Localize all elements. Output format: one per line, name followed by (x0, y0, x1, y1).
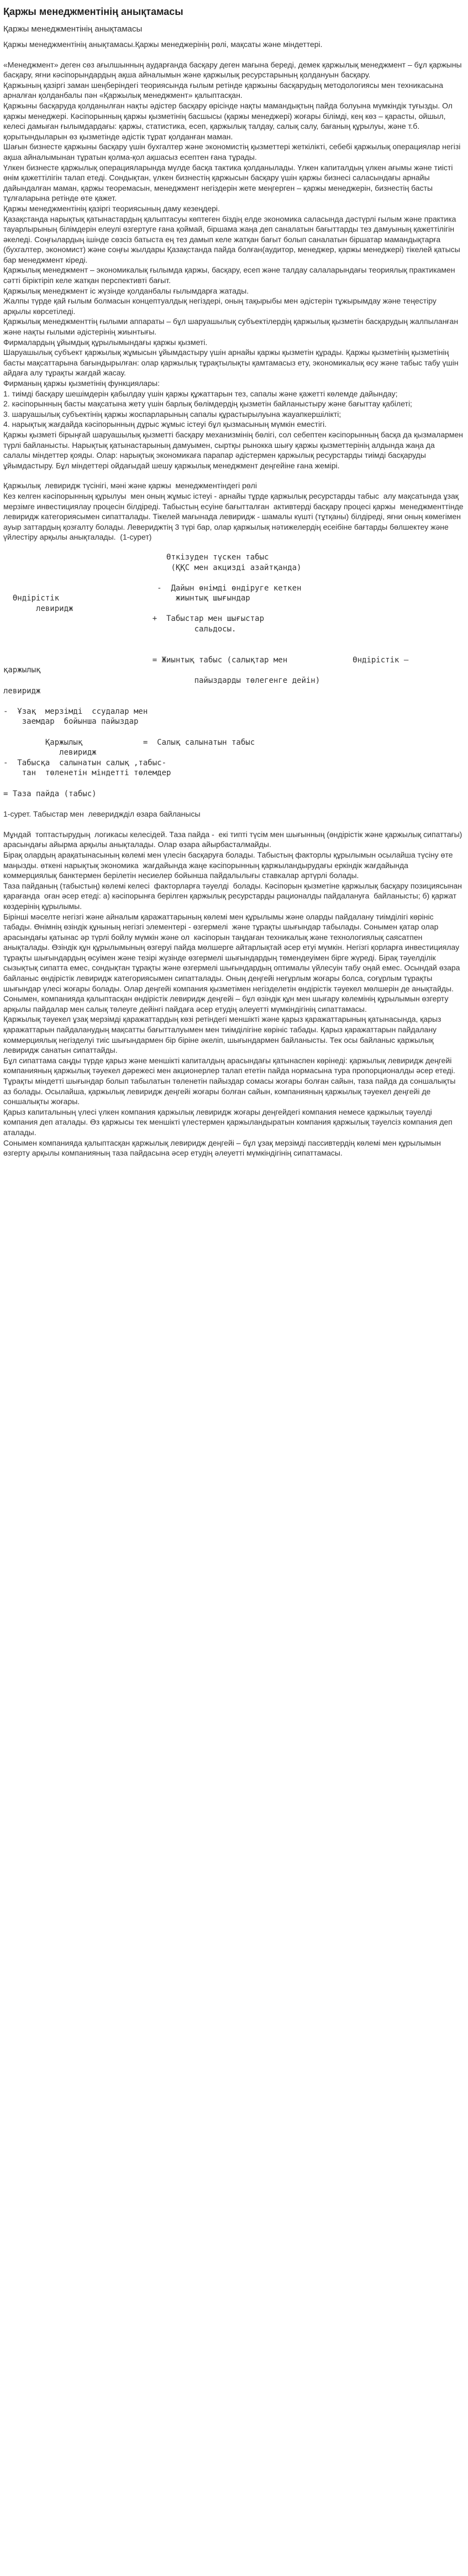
document-subtitle: Қаржы менеджментінің анықтамасы (3, 24, 143, 34)
intro-paragraph: Қаржы менеджментінің анықтамасы.Қаржы менеджерінің рөлі, мақсаты және міндеттері. (3, 40, 323, 49)
main-body-text: «Менеджмент» деген сөз ағылшынның аударғанда басқару деген мағына береді, демек қаржылық менеджмент – бұл қаржыны басқару, яғни кәсіпорындардың ақша айналымын және қаржылық ресурстарының қолдануын басқару. Қаржының қазіргі заман шеңберіндегі теориясында ғылым ретінде қаржыны басқарудың методологиясы мен техникасына арналған қолданбалы пән «Қаржылық менеджмент» қалыптасқан. Қаржыны басқаруда қолданылған нақты әдістер басқару өрісінде нақты мамандықтың пайда болуына мүмкіндік туғызды. Ол қаржы менеджері. Кәсіпорынның қаржы қызметінің басшысы (қаржы менеджері) жоғары білімді, кең көз – қарасты, ойшыл, келесі дамыған ғылымдардағы: қаржы, статистика, есеп, қаржылық талдау, салық салу, бағаның құрылуы, және т.б. қорытындыларын өз қызметінде әдістік тұрат қолданған маман. Шағын бизнесте қаржыны басқару үшін бухгалтер және экономистің қызметтері жеткілікті, себебі қаржылық операциялар негізі ақша айналымынан тұратын қолма-қол ақшасыз есептен ғана тұрады. Үлкен бизнесте қаржылық операцияларында мүлде басқа тактика қолданылады. Үлкен капиталдың үлкен ағымы және тиісті өнім қажеттілігін талап етеді. Сондықтан, үлкен бизнестің қаржысын басқару үшін қаржы бизнесі саласындағы арнайы дайындалған маман, қаржы теоремасын, менеджмент негіздерін жете меңгерген – қаржы менеджерін, бизнестің басты тұлғаларына ретінде өте қажет. Қаржы менеджментінің қазіргі теориясының даму кезеңдері. Қазақстанда нарықтық қатынастардың қалыптасуы көптеген біздің елде экономика саласында дәстүрлі ғылым және практика тауарлырының білімдерін елеулі өзгертуге ғана қоймай, біршама жаңа деп саналатын бағыттарды тез дамуының қажеттілігін әкеледі. Соңғылардың ішінде сөзсіз батыста ең тез дамып келе жатқан бағыт болып саналатын біршатар мамандықтарға (бухгалтер, экономист) және соңғы жылдары Қазақстанда пайда болған(аудитор, менеджер, қаржы менеджері) тікелей қатысы бар менеджмент кіреді. Қаржылық менеджмент – экономикалық ғылымда қаржы, басқару, есеп және талдау салаларындағы теориялық практикамен сәтті біріктіріп келе жатқан перспективті бағыт. Қаржылық менеджмент іс жүзінде қолданбалы ғылымдарға жатады. Жалпы түрде қай ғылым болмасын концептуалдық негіздері, оның тақырыбы мен әдістерін тұжырымдау және теңестіру арқылы көрсетіледі. Қаржылық менеджменттің ғылыми аппараты – бұл шаруашылық субъектілердің қаржылық қызметін басқарудың жалпыланған және нақты ғылыми әдістерінің жиынтығы. Фирмалардың ұйымдық құрылымындағы қаржы қызметі. Шаруашылық субъект қаржылық жұмысын ұйымдастыру үшін арнайы қаржы қызметін құрады. Қаржы қызметінің қызметінің басты мақсаттарына бағындырылған: олар қаржылық тұрақтылықты қамтамасыз ету, экономикалық өсу және табыс табу үшін айдаға алу тұрақты жағдай жасау. Фирманың қаржы қызметінің функциялары: 1. тиімді басқару шешімдерін қабылдау үшін қаржы құжаттарын тез, сапалы және қажетті көлемде дайындау; 2. кәсіпорынның басты мақсатына жету үшін барлық бөлімдердің қызметін байланыстыру және бағыттау қабілеті; 3. шаруашылық субъектінің қаржы жоспарларының сапалы құрастырылуына жауапкершілікті; 4. нарықтық жағдайда кәсіпорынның дұрыс жұмыс істеуі бұл қызмасының мүмкін еместігі. Қаржы қызметі бірыңғай шаруашылық қызметті басқару механизмінің бөлігі, сол себептен кәсіпорынның басқа да қызмалармен түрлі байланысты. Нарықтық қатынастарының дамуымен, сыртқы рынокка шығу қаржы қызметтерінің алдында жаңа да салалы міндеттер қояды. Олар: нарықтық экономикаға парапар әдістермен қаржылық ресурстарды тиімді басқаруды ұйымдастыру. Бұл міндеттері ойдағыдай шешу қаржылық менеджмент деңгейіне ғана жемірі. (3, 60, 464, 470)
leverage-section-text: Қаржылық левиридж түсінігі, мәні және қаржы менеджментіндегі рөлі Кез келген кәсіпорынның құрылуы мен оның жұмыс істеуі - арнайы тұрде қаржылық ресурстарды табыс алу мақсатында ұзақ мерзімге инвестициялау процесін білдіреді. Табыстың есуіне бағытталған активтерді басқару процесі қаржы менеджменттінде левиридж категориясымен сипатталады. Тікелей мағынада левиридж - шамалы күшті (тұтқаны) білдіреді, яғни оның көмегімен ауыр заттардың қозғалту болады. Левериджтің 3 түрі бар, олар қаржылық нәтижелердің есеібіне бағтарды бөлшектеу және үйлестіру арқылы анықталады. (1-сурет) (3, 481, 464, 542)
figure-caption: 1-сурет. Табыстар мен левериджділ өзара байланысы (3, 809, 201, 819)
leverage-diagram: Өткізуден түскен табыс (ҚҚС мен акциздi азайтқанда) - Дайын өнімді өндіруге кеткен Өндірістік жиынтық шығындар левиридж + Табыстар мен шығыстар сальдосы. = Жиынтық табыс (салықтар мен Өндірістік – қаржылық пайыздарды төлегенге дейін) левиридж - Ұзақ мерзімді ссудалар мен заемдар бойынша пайыздар Қаржылық = Салық салынатын табыс левиридж - Табысқа салынатын салық ,табыс- тан төленетін міндетті төлемдер = Таза пайда (табыс) (3, 552, 409, 798)
analysis-text: Мұндай топтастырудың логикасы келесідей. Таза пайда - екі типті түсім мен шығынның (өндірістік және қаржылық сипаттағы) арасындағы айырма арқылы анықталады. Олар өзара айырбасталмайды. Бірақ олардың арақатынасының көлемі мен үлесін басқаруға болады. Табыстың факторлы құрылымын осылайша түсіну өте маңызды. өткені нарықтық экономика жағдайында жаңе кәсіпорынның қаржыландырудағы еркіндік жағдайында коммерциялық банктермен берілетін несиелер бойынша пайдалылығы ставкалар артүрлі болады. Таза пайданың (табыстың) көлемі келесі факторларға тәуелді болады. Кәсіпорын қызметіне қаржылық басқару позициясынан қарағанда оған әсер етеді: а) кәсіпорынға берілген қаржылық ресурстарды рационалды пайдалануға байланысты; б) қаржат көздерінің құрылымы. Бірінші мәселте негізгі және айналым қаражаттарының көлемі мен құрылымы және оларды пайдалану тиімділігі көрініс табады. Өнімнің өзіндік құнының негізгі элементері - өзгермелі және тұрақты шығындар табылады. Сонымен қатар олар арасындағы қатынас әр түрлі бойлу мүмкін және ол кәсіпорын таңдаған техникалық және технологиялық саясатпен анықталады. Өзіндік құн құрылымының өзгеруі пайда мөлшерге айтарлықтай әсер етуі мүмкін. Негізгі қорларға инвестициялау тұрақты шығындардың өсуімен және тезірі жүзінде өзгермелі шығындардың төмендеуімен бірге жүреді. Бірақ тәуелділік сызықтық сипатта емес, сондықтан тұрақты және өзгермелі шығындардың оптималы үйлесуін табу оңай емес. Осындай өзара байланыс өндірістік левиридж категориясымен сипатталады. Оның деңгейі неғұрлым жоғары болса, соғұрлым тұрақты шығындар үлесі жоғары болады. Олар деңгейі компания қызметімен негізделетін өндірістік тәуекел мөлшерін де анықтайды. Сонымен, компанияда қалыптасқан өндірістік левиридж деңгейі – бұл өзіндік құн мен шығару көлемінің құрылымын өзгерту арқылы пайдалар мен салық төлеуге дейінгі пайдаға әсер етудің әлеуетті мүмкіндігінің сипаттамасы. Қаржылық тәуекел ұзақ мерзімді қаражаттардың көзі ретіндегі меншікті және қарыз қаражаттарының қатынасында, қарыз қаражаттарын пайдаланудың мақсатты бағытталуымен мен тиімділігіне көрініс табады. Қарыз қаражаттарын пайдалану коммерциялық негізделуі тиіс шығындармен бір біріне әкеліп, шығындармен байланысты. Тек осы байланыс қаржылық левиридж санатын сипаттайды. Бұл сипаттама саңды түрде қарыз және меншікті капиталдың арасындағы қатынаспен көрінеді: қаржылық левиридж деңгейі компанияның қаржылық тәуекел дәрежесі мен акционерлер талап ететін пайда нормасына тура пропорционалды әсер етеді. Тұрақты міндетті шығындар болып табылатын төленетін пайыздар сомасы жоғары болған сайын, таза пайда да соншалықты аз болады. Осылайша, қаржылық левиридж деңгейі жоғары болған сайын, компанияның қаржылық тәуекел деңгейі де соншалықты жоғары. Қарыз капиталының үлесі үлкен компания қаржылық левиридж жоғары деңгейдегі компания немесе қаржылық тәуелді компания деп аталады. Өз қаржысы тек меншікті үлестермен қаржыландыратын компания қаржылық тәуелсіз компания деп аталады. Сонымен компанияда қалыптасқан қаржылық левиридж деңгейі – бұл ұзақ мерзімді пассивтердің көлемі мен құрылымын өзгерту арқылы компанияның таза пайдасына әсер етудің әлеуетті мүмкіндігінің сипаттамасы. (3, 829, 462, 1158)
document-title: Қаржы менеджментінің анықтамасы (3, 6, 183, 17)
document-page (0, 0, 468, 1158)
